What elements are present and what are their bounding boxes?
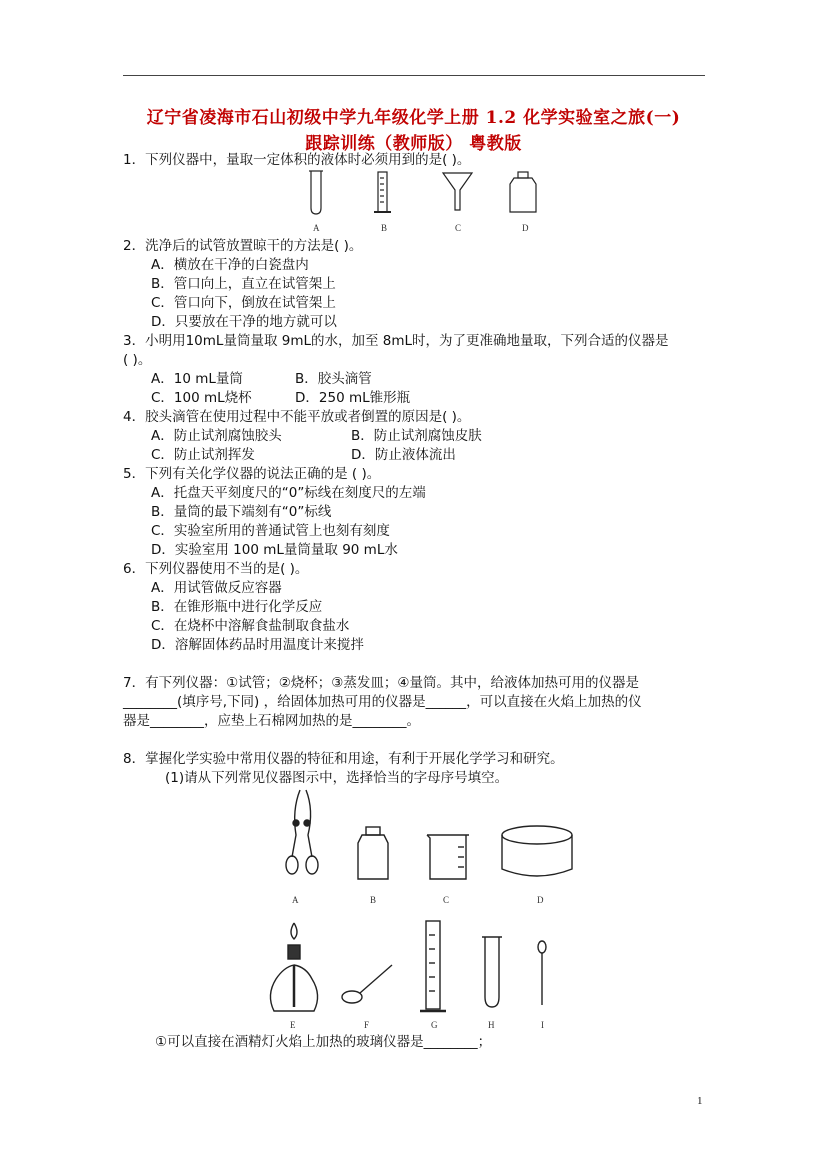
alcohol-lamp-icon [270,923,317,1011]
header-rule [123,75,705,76]
q4-option-d: D．防止液体流出 [351,447,456,463]
doc-title-line2: 跟踪训练（教师版） 粤教版 [305,134,522,154]
q3-option-d: D．250 mL锥形瓶 [295,390,411,406]
crucible-tongs-icon [286,790,318,874]
q8-apparatus-row2 [260,915,560,1020]
page-number: 1 [697,1095,703,1107]
q8-label-h: H [488,1020,495,1030]
q8-label-c: C [443,895,450,905]
q1-apparatus-figure [300,170,560,220]
large-test-tube-icon [482,937,502,1007]
beaker-icon [427,835,469,879]
q8-label-e: E [290,1020,296,1030]
q8-label-d: D [537,895,544,905]
q8-label-g: G [431,1020,438,1030]
q8-stem: 8．掌握化学实验中常用仪器的特征和用途，有利于开展化学学习和研究。 [123,751,564,767]
test-tube-icon [309,171,323,214]
q7-line1: 7．有下列仪器：①试管；②烧杯；③蒸发皿；④量筒。其中，给液体加热可用的仪器是 [123,675,639,691]
funnel-icon [443,173,472,210]
q6-option-b: B．在锥形瓶中进行化学反应 [151,599,323,615]
q4-option-b: B．防止试剂腐蚀皮肤 [351,428,482,444]
dropper-icon [538,941,546,1005]
q8-apparatus-row1 [270,785,590,895]
q8-label-i: I [541,1020,544,1030]
q7-line3: 器是________，应垫上石棉网加热的是________。 [123,713,420,729]
q6-option-a: A．用试管做反应容器 [151,580,282,596]
q1-label-c: C [455,223,462,233]
q6-option-d: D．溶解固体药品时用温度计来搅拌 [151,637,364,653]
q3-option-a: A．10 mL量筒 [151,371,243,387]
spatula-icon [342,965,392,1003]
q3-stem: 3．小明用10mL量筒量取 9mL的水，加至 8mL时，为了更准确地量取，下列合适的仪器是 [123,333,669,349]
q1-label-b: B [381,223,388,233]
q1-stem: 1．下列仪器中，量取一定体积的液体时必须用到的是( )。 [123,152,471,168]
q4-stem: 4．胶头滴管在使用过程中不能平放或者倒置的原因是( )。 [123,409,471,425]
q7-line2: ________(填序号,下同) ，给固体加热可用的仪器是______，可以直接在火焰上加热的仪 [123,694,642,710]
q2-option-c: C．管口向下，倒放在试管架上 [151,295,336,311]
evaporating-dish-icon [502,826,572,876]
q1-label-a: A [313,223,320,233]
q5-option-c: C．实验室所用的普通试管上也刻有刻度 [151,523,390,539]
q8-sub1: (1)请从下列常见仪器图示中，选择恰当的字母序号填空。 [165,770,509,786]
q3-stem-cont: ( )。 [123,352,152,368]
q4-option-c: C．防止试剂挥发 [151,447,255,463]
q8-item1: ①可以直接在酒精灯火焰上加热的玻璃仪器是________； [155,1034,492,1050]
q5-option-d: D．实验室用 100 mL量筒量取 90 mL水 [151,542,398,558]
q1-label-d: D [522,223,529,233]
reagent-bottle-icon [510,172,536,212]
q4-option-a: A．防止试剂腐蚀胶头 [151,428,282,444]
q5-option-a: A．托盘天平刻度尺的“0”标线在刻度尺的左端 [151,485,426,501]
wide-mouth-bottle-icon [358,827,388,879]
q2-option-b: B．管口向上，直立在试管架上 [151,276,336,292]
q2-option-d: D．只要放在干净的地方就可以 [151,314,337,330]
graduated-cylinder-icon [374,172,391,212]
q5-stem: 5．下列有关化学仪器的说法正确的是 ( )。 [123,466,381,482]
measuring-cylinder-icon [420,921,446,1011]
doc-title-line1: 辽宁省凌海市石山初级中学九年级化学上册 1.2 化学实验室之旅(一) [146,108,681,128]
q3-option-b: B．胶头滴管 [295,371,372,387]
q2-option-a: A．横放在干净的白瓷盘内 [151,257,309,273]
q8-label-f: F [364,1020,370,1030]
q8-label-b: B [370,895,377,905]
q3-option-c: C．100 mL烧杯 [151,390,252,406]
q6-option-c: C．在烧杯中溶解食盐制取食盐水 [151,618,350,634]
q5-option-b: B．量筒的最下端刻有“0”标线 [151,504,332,520]
q2-stem: 2．洗净后的试管放置晾干的方法是( )。 [123,238,363,254]
q6-stem: 6．下列仪器使用不当的是( )。 [123,561,309,577]
q8-label-a: A [292,895,299,905]
